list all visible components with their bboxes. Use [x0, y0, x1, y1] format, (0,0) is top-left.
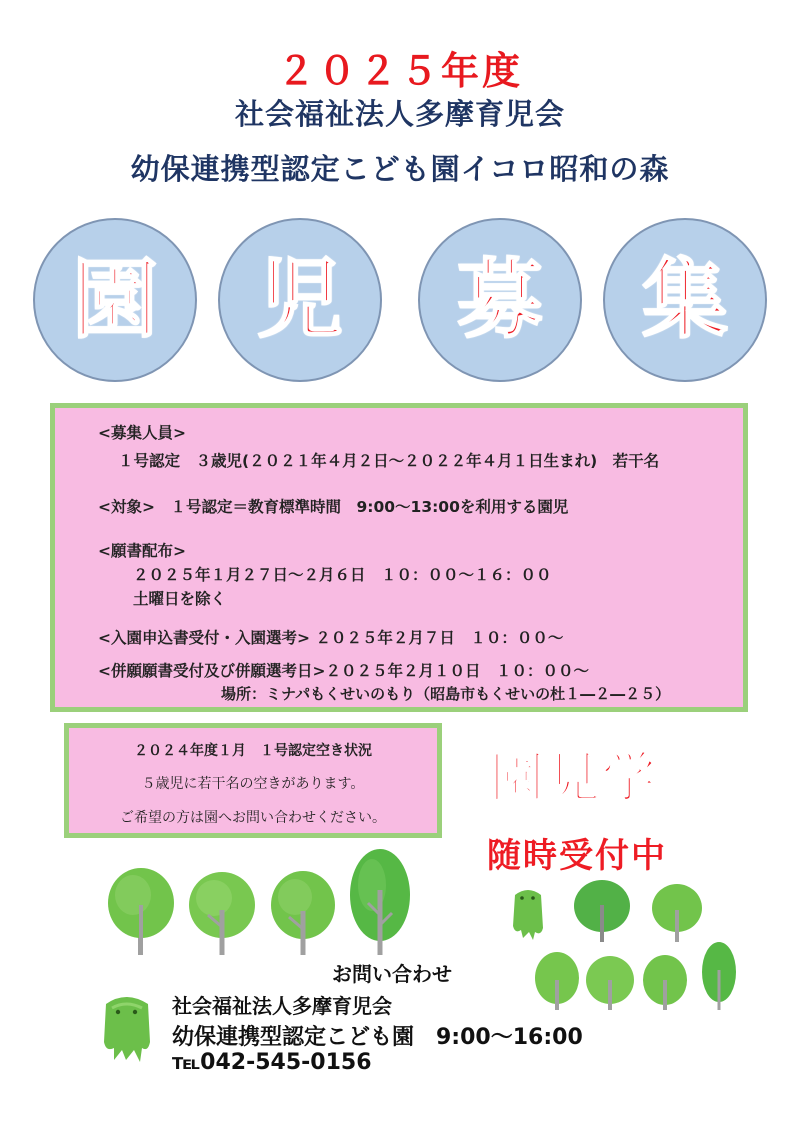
banner-circle: [418, 218, 582, 382]
contact-heading: お問い合わせ: [332, 962, 452, 986]
deciduous-tree-icon: [535, 952, 579, 1010]
deciduous-tree-icon: [643, 955, 687, 1010]
banner-circle: [33, 218, 197, 382]
deciduous-tree-icon: [652, 884, 702, 942]
tour-subtitle: 随時受付中: [487, 836, 667, 876]
contact-school-hours: 幼保連携型認定こども園 9:00～16:00: [172, 1025, 583, 1050]
tour-title: 園見学: [490, 746, 658, 809]
banner-char: 集: [642, 250, 728, 350]
tree-group-right: [505, 880, 745, 1015]
vacancy-title: ２０２４年度１月 １号認定空き状況: [134, 743, 372, 759]
school-title: 幼保連携型認定こども園イコロ昭和の森: [130, 152, 670, 186]
organization-title: 社会福祉法人多摩育児会: [234, 97, 565, 131]
vacancy-line-2: ご希望の方は園へお問い合わせください。: [120, 810, 386, 826]
target-line: <対象> １号認定＝教育標準時間 9:00～13:00を利用する園児: [98, 498, 569, 516]
contact-phone: ℡042-545-0156: [172, 1050, 372, 1075]
venue-line: 場所：ミナパもくせいのもり（昭島市もくせいの杜１―２―２５）: [221, 685, 671, 703]
conifer-tree-icon: [350, 849, 410, 955]
contact-organization: 社会福祉法人多摩育児会: [172, 994, 392, 1018]
banner-circle: [603, 218, 767, 382]
distribution-heading: <願書配布>: [98, 542, 186, 560]
banner-circle: [218, 218, 382, 382]
conifer-tree-icon: [574, 880, 630, 942]
conifer-tree-icon: [702, 942, 736, 1010]
distribution-note: 土曜日を除く: [133, 590, 227, 608]
distribution-dates: ２０２５年１月２７日～２月６日 １０：００～１６：００: [133, 566, 552, 584]
vacancy-line-1: ５歳児に若干名の空きがあります。: [141, 776, 365, 792]
deciduous-tree-icon: [271, 871, 335, 955]
members-heading: <募集人員>: [98, 424, 186, 442]
deciduous-tree-icon: [586, 956, 634, 1010]
banner-char: 募: [457, 250, 543, 350]
banner-char: 園: [72, 250, 158, 350]
mascot-character-icon: [513, 890, 543, 940]
application-line: <入園申込書受付・入園選考> ２０２５年２月７日 １０：００～: [98, 629, 564, 647]
mascot-character-icon: [98, 990, 158, 1070]
recruitment-info-box: [50, 403, 748, 712]
deciduous-tree-icon: [108, 868, 174, 955]
concurrent-line: <併願願書受付及び併願選考日>２０２５年２月１０日 １０：００～: [98, 662, 589, 680]
banner-char: 児: [257, 250, 343, 350]
members-detail: １号認定 ３歳児(２０２１年４月２日～２０２２年４月１日生まれ) 若干名: [118, 452, 660, 470]
vacancy-box: [64, 723, 442, 838]
year-title: ２０２５年度: [276, 49, 523, 93]
deciduous-tree-icon: [189, 872, 255, 955]
tree-group-left: [100, 845, 420, 960]
